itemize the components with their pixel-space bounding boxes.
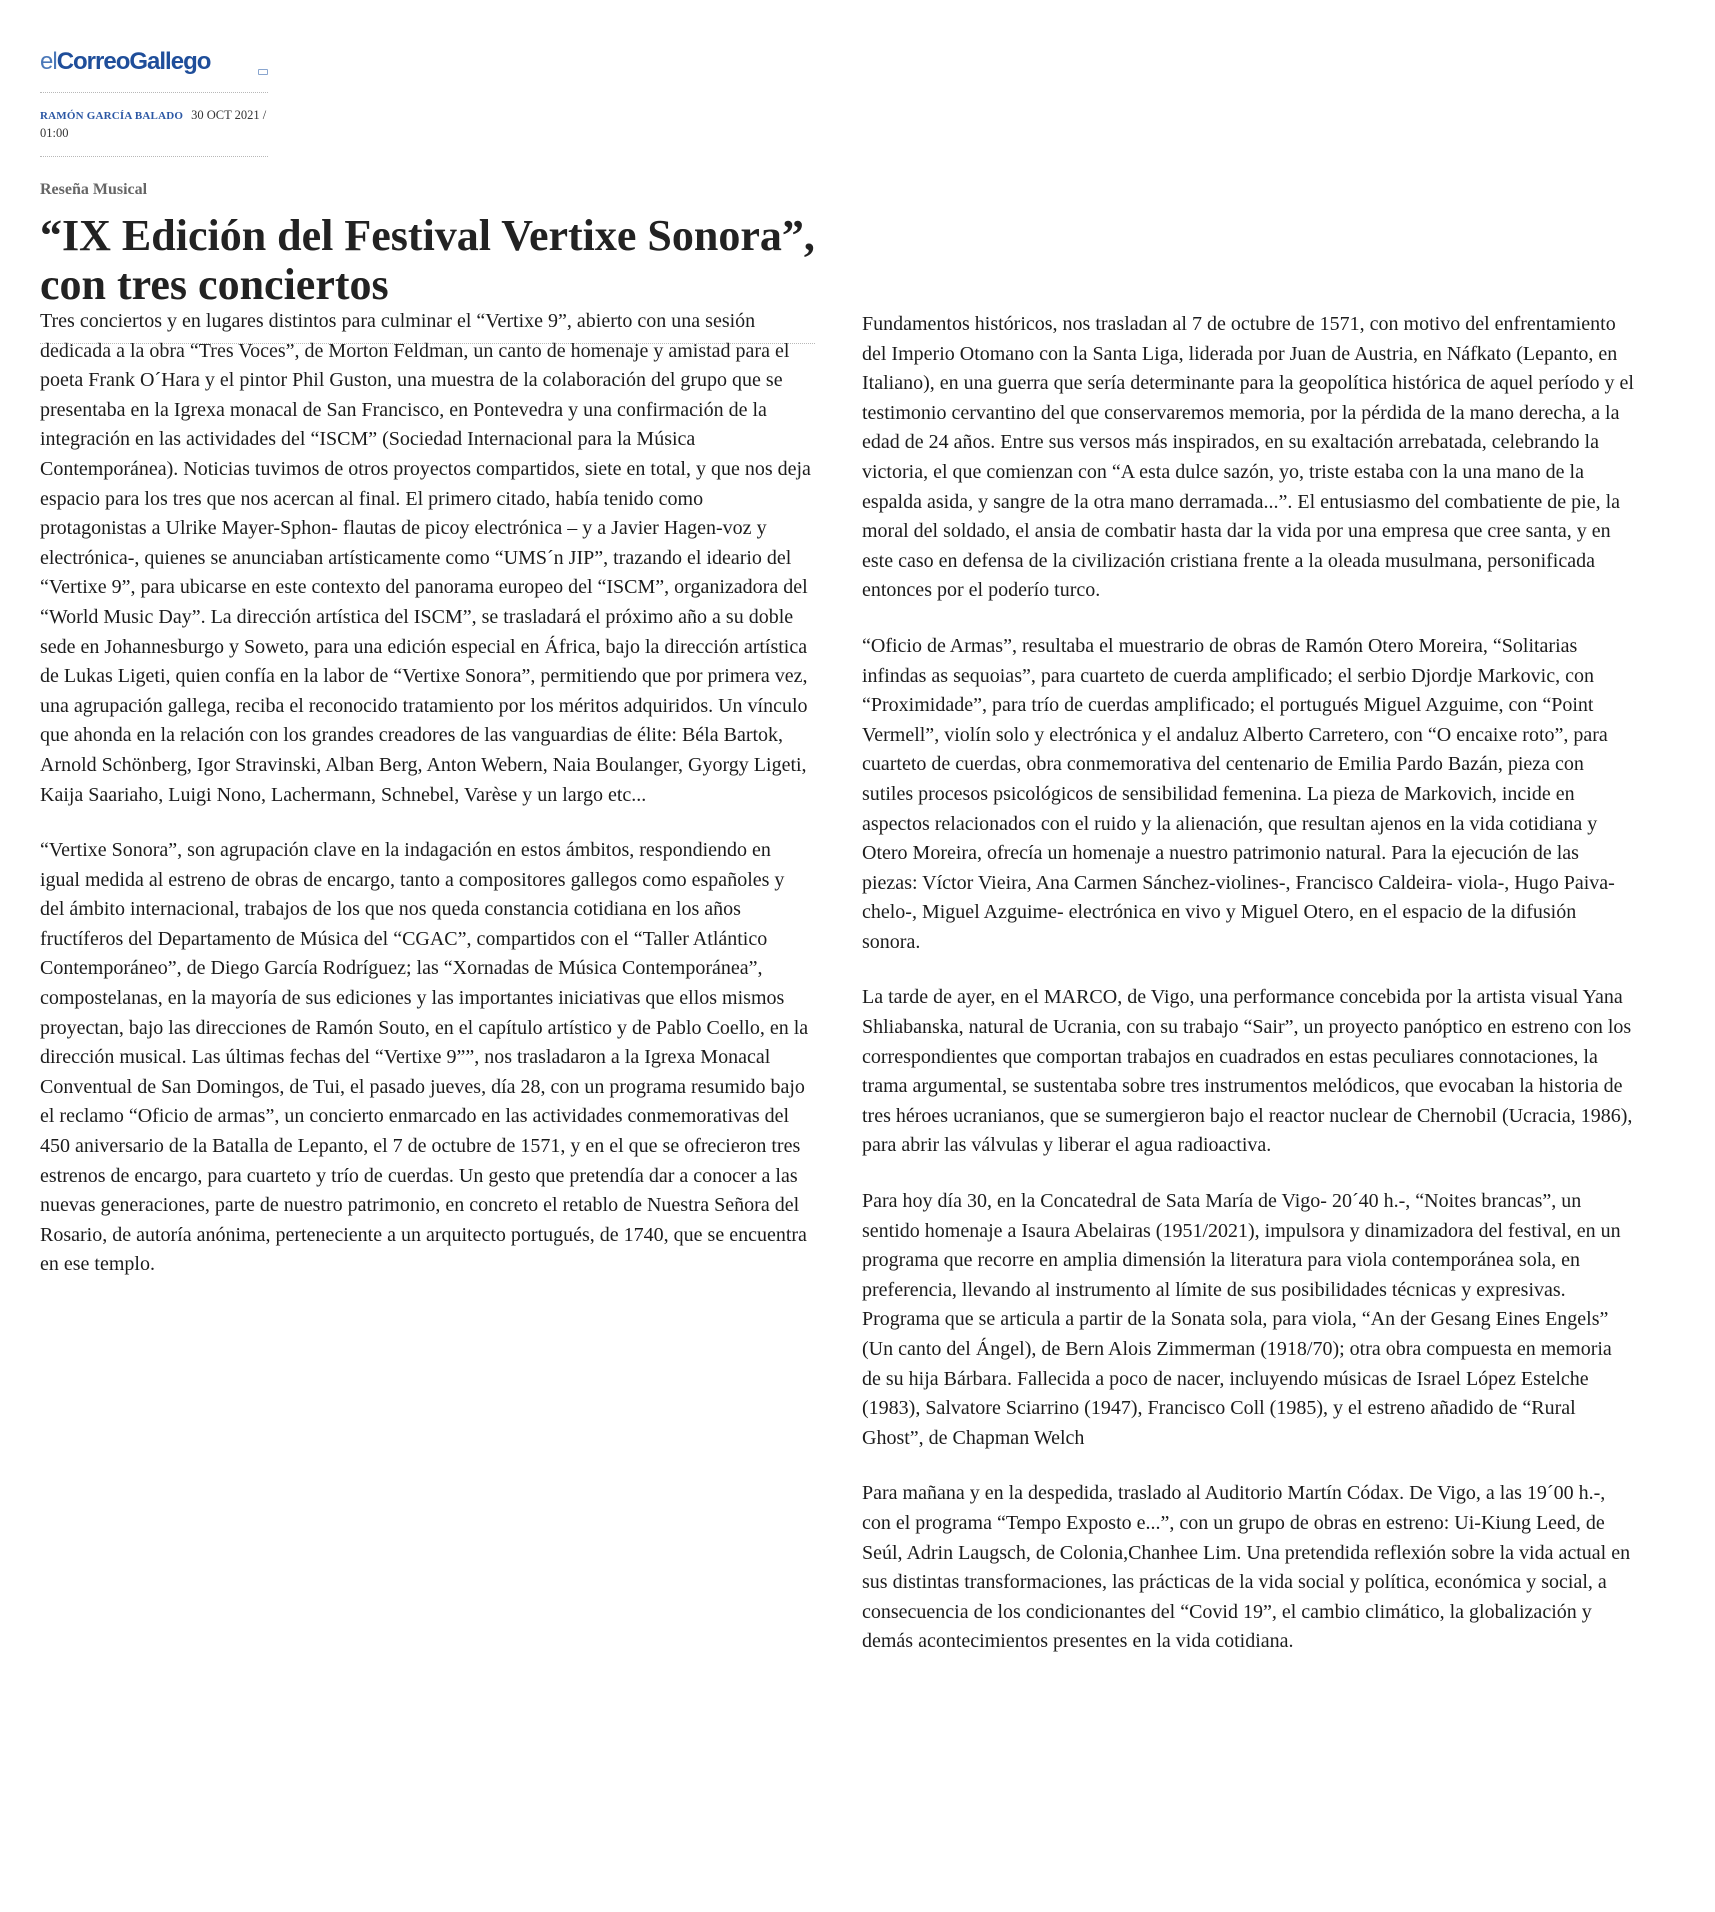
site-logo[interactable] <box>40 48 270 78</box>
body-paragraph: “Oficio de Armas”, resultaba el muestrario de obras de Ramón Otero Moreira, “Solitarias infindas as sequoias”, para cuarteto de cuerda amplificado; el serbio Djordje Markovic, con “Proximidade”, para trío de cuerdas amplificado; el portugués Miguel Azguime, con “Point Vermell”, violín solo y electrónica y el andaluz Alberto Carretero, con “O encaixe roto”, para cuarteto de cuerdas, obra conmemorativa del centenario de Emilia Pardo Bazán, pieza con sutiles procesos psicológicos de sensibilidad femenina. La pieza de Markovich, incide en aspectos relacionados con el ruido y la alienación, que resultan ajenos en la vida cotidiana y Otero Moreira, ofrecía un homenaje a nuestro patrimonio natural. Para la ejecución de las piezas: Víctor Vieira, Ana Carmen Sánchez-violines-, Francisco Caldeira- viola-, Hugo Paiva- chelo-, Miguel Azguime- electrónica en vivo y Miguel Otero, en el espacio de la difusión sonora. <box>862 634 1615 953</box>
body-paragraph: Para hoy día 30, en la Concatedral de Sata María de Vigo- 20´40 h.-, “Noites brancas”, un sentido homenaje a Isaura Abelairas (1951/2021), impulsora y dinamizadora del festival, en un programa que recorre en amplia dimensión la literatura para viola contemporánea sola, en preferencia, llevando al instrumento al límite de sus posibilidades técnicas y expresivas. Programa que se articula a partir de la Sonata sola, para viola, “An der Gesang Eines Engels” (Un canto del Ángel), de Bern Alois Zimmerman (1918/70); otra obra compuesta en memoria de su hija Bárbara. Fallecida a poco de nacer, incluyendo músicas de Israel López Estelche (1983), Salvatore Sciarrino (1947), Francisco Coll (1985), y el estreno añadido de “Rural Ghost”, de Chapman Welch <box>862 1190 1621 1449</box>
body-column-right <box>862 310 1634 1683</box>
logo-mark-icon <box>258 69 268 75</box>
body-paragraph: “Vertixe Sonora”, son agrupación clave en la indagación en estos ámbitos, respondiendo en igual medida al estreno de obras de encargo, tanto a compositores gallegos como españoles y del ámbito internacional, trabajos de los que nos queda constancia cotidiana en los años fructíferos del Departamento de Música del “CGAC”, compartidos con el “Taller Atlántico Contemporáneo”, de Diego García Rodríguez; las “Xornadas de Música Contemporánea”, compostelanas, en la mayoría de sus ediciones y las importantes iniciativas que ellos mismos proyectan, bajo las direcciones de Ramón Souto, en el capítulo artístico y de Pablo Coello, en la dirección musical. Las últimas fechas del “Vertixe 9””, nos trasladaron a la Igrexa Monacal Conventual de San Domingos, de Tui, el pasado jueves, día 28, con un programa resumido bajo el reclamo “Oficio de armas”, un concierto enmarcado en las actividades conmemorativas del 450 aniversario de la Batalla de Lepanto, el 7 de octubre de 1571, y en el que se ofrecieron tres estrenos de encargo, para cuarteto y trío de cuerdas. Un gesto que pretendía dar a conocer a las nuevas generaciones, parte de nuestro patrimonio, en concreto el retablo de Nuestra Señora del Rosario, de autoría anónima, perteneciente a un arquitecto portugués, de 1740, que se encuentra en ese templo. <box>40 839 809 1276</box>
article-title: “IX Edición del Festival Vertixe Sonora”, con tres conciertos <box>40 211 815 309</box>
author-link[interactable]: RAMÓN GARCÍA BALADO <box>40 110 184 122</box>
section-kicker: Reseña Musical <box>40 181 148 198</box>
meta-divider-top <box>40 92 268 93</box>
body-paragraph: La tarde de ayer, en el MARCO, de Vigo, una performance concebida por la artista visual Yana Shliabanska, natural de Ucrania, con su trabajo “Sair”, un proyecto panóptico en estreno con los correspondientes que comportan trabajos en cuadrados en estas peculiares connotaciones, la trama argumental, se sustentaba sobre tres instrumentos melódicos, que evocaban la historia de tres héroes ucranianos, que se sumergieron bajo el reactor nuclear de Chernobil (Ucracia, 1986), para abrir las válvulas y liberar el agua radioactiva. <box>862 986 1633 1157</box>
body-paragraph: Fundamentos históricos, nos trasladan al 7 de octubre de 1571, con motivo del enfrentamiento del Imperio Otomano con la Santa Liga, liderada por Juan de Austria, en Náfkato (Lepanto, en Italiano), en una guerra que sería determinante para la geopolítica histórica de aquel período y el testimonio cervantino del que conservaremos memoria, por la pérdida de la mano derecha, a la edad de 24 años. Entre sus versos más inspirados, en su exaltación arrebatada, celebrando la victoria, el que comienzan con “A esta dulce sazón, yo, triste estaba con la una mano de la espalda asida, y sangre de la otra mano derramada...”. El entusiasmo del combatiente de pie, la moral del soldado, el ansia de combatir hasta dar la vida por una empresa que cree santa, y en este caso en defensa de la civilización cristiana frente a la oleada musulmana, personificada entonces por el poderío turco. <box>862 313 1634 602</box>
byline <box>40 107 268 142</box>
logo-brand: CorreoGallego <box>56 48 211 75</box>
meta-divider-bottom <box>40 156 268 157</box>
body-paragraph: Para mañana y en la despedida, traslado al Auditorio Martín Códax. De Vigo, a las 19´00 h.-, con el programa “Tempo Exposto e...”, con un grupo de obras en estreno: Ui-Kiung Leed, de Seúl, Adrin Laugsch, de Colonia,Chanhee Lim. Una pretendida reflexión sobre la vida actual en sus distintas transformaciones, las prácticas de la vida social y política, económica y social, a consecuencia de los condicionantes del “Covid 19”, el cambio climático, la globalización y demás acontecimientos presentes en la vida cotidiana. <box>862 1482 1631 1653</box>
body-paragraph: Tres conciertos y en lugares distintos para culminar el “Vertixe 9”, abierto con una sesión dedicada a la obra “Tres Voces”, de Morton Feldman, un canto de homenaje y amistad para el poeta Frank O´Hara y el pintor Phil Guston, una muestra de la colaboración del grupo que se presentaba en la Igrexa monacal de San Francisco, en Pontevedra y una confirmación de la integración en las actividades del “ISCM” (Sociedad Internacional para la Música Contemporánea). Noticias tuvimos de otros proyectos compartidos, siete en total, y que nos deja espacio para los tres que nos acercan al final. El primero citado, había tenido como protagonistas a Ulrike Mayer-Sphon- flautas de picoy electrónica – y a Javier Hagen-voz y electrónica-, quienes se anunciaban artísticamente como “UMS´n JIP”, trazando el ideario del “Vertixe 9”, para ubicarse en este contexto del panorama europeo del “ISCM”, organizadora del “World Music Day”. La dirección artística del ISCM”, se trasladará el próximo año a su doble sede en Johannesburgo y Soweto, para una edición especial en África, bajo la dirección artística de Lukas Ligeti, quien confía en la labor de “Vertixe Sonora”, permitiendo que por primera vez, una agrupación gallega, reciba el reconocido tratamiento por los méritos adquiridos. Un vínculo que ahonda en la relación con los grandes creadores de las vanguardias de élite: Béla Bartok, Arnold Schönberg, Igor Stravinski, Alban Berg, Anton Webern, Naia Boulanger, Gyorgy Ligeti, Kaija Saariaho, Luigi Nono, Lachermann, Schnebel, Varèse y un largo etc... <box>40 310 811 806</box>
body-column-left <box>40 307 812 1306</box>
article-page <box>40 48 1675 344</box>
publish-date: 30 OCT 2021 / 01:00 <box>40 108 267 140</box>
logo-prefix: el <box>40 48 57 75</box>
